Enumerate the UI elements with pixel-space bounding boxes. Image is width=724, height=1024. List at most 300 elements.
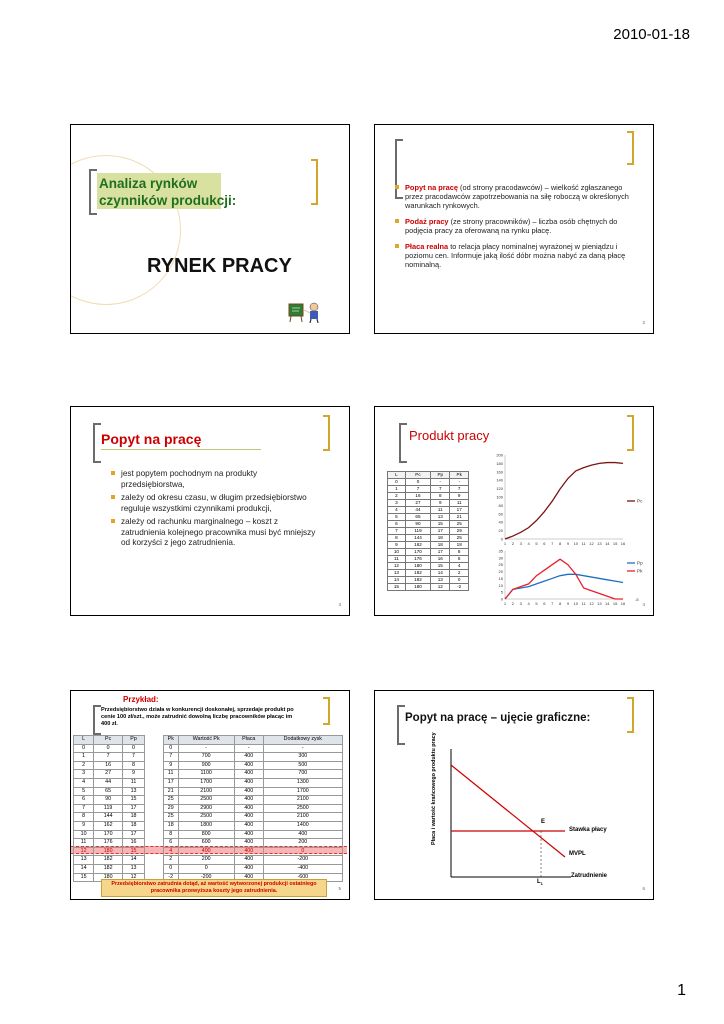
table-row — [388, 500, 469, 507]
table-row — [388, 549, 469, 556]
table-cell: 15 — [431, 521, 450, 528]
x-tick-label: 5 — [535, 601, 538, 606]
x-tick-label: 14 — [605, 541, 610, 546]
table-cell: -400 — [263, 864, 342, 873]
x-tick-label: 8 — [558, 541, 562, 546]
x-tick-label: 9 — [566, 601, 570, 606]
table-row — [164, 753, 343, 762]
table-cell: 0 — [388, 479, 406, 486]
x-tick-label: 13 — [597, 601, 602, 606]
slide-title: Produkt pracy — [409, 428, 490, 443]
table-cell: 180 — [94, 873, 123, 882]
table-cell: 6 — [450, 556, 469, 563]
left-bracket — [89, 169, 97, 215]
table-row — [388, 570, 469, 577]
table-row — [388, 493, 469, 500]
mvpl-label: MVPL — [569, 851, 586, 857]
table-cell: 1400 — [263, 821, 342, 830]
table-cell: 18 — [431, 542, 450, 549]
example-table-left — [73, 735, 145, 882]
table-cell: 2500 — [178, 796, 234, 805]
total-product-chart — [491, 451, 651, 549]
table-cell: 10 — [388, 549, 406, 556]
table-cell: 7 — [405, 486, 430, 493]
table-cell: 119 — [405, 528, 430, 535]
table-row — [74, 744, 145, 753]
table-cell: 182 — [405, 577, 430, 584]
table-cell: -600 — [263, 873, 342, 882]
table-row — [388, 556, 469, 563]
series-line-pc — [505, 463, 623, 539]
table-cell: 180 — [405, 563, 430, 570]
table-cell: -2 — [450, 584, 469, 591]
table-row — [74, 796, 145, 805]
y-tick-label: 0 — [500, 596, 503, 602]
table-cell: 600 — [178, 839, 234, 848]
table-cell: 8 — [431, 493, 450, 500]
y-tick-label: 120 — [496, 486, 503, 492]
table-cell: 7 — [388, 528, 406, 535]
table-cell: 400 — [234, 787, 263, 796]
slide-number: 6 — [642, 886, 645, 891]
table-cell: 17 — [123, 830, 145, 839]
x-tick-label: 7 — [551, 601, 554, 606]
definition-list — [395, 183, 633, 276]
slide-number: 5 — [338, 886, 341, 891]
table-row — [388, 535, 469, 542]
table-cell: 2900 — [178, 804, 234, 813]
table-cell: 13 — [123, 787, 145, 796]
table-cell: 8 — [388, 535, 406, 542]
table-cell: 400 — [234, 770, 263, 779]
table-cell: 17 — [450, 507, 469, 514]
list-item: Płaca realna to relacja płacy nominalnej wyrażonej w pieniądzu i poziomu cen. Informuje jaką ilość dóbr można nabyć za daną płacę nominalną. — [395, 242, 633, 269]
table-cell: 17 — [431, 528, 450, 535]
table-cell: 400 — [234, 830, 263, 839]
list-item: Popyt na pracę (od strony pracodawców) – wielkość zgłaszanego przez pracodawców zapotrzebowania na siłę roboczą w określonych warunkach rynkowych. — [395, 183, 633, 210]
table-cell: 2500 — [178, 813, 234, 822]
table-cell: 0 — [178, 864, 234, 873]
table-row — [74, 821, 145, 830]
x-tick-label: 14 — [605, 601, 610, 606]
x-tick-label: 13 — [597, 541, 602, 546]
slide-subtitle: RYNEK PRACY — [147, 255, 292, 277]
table-cell: - — [431, 479, 450, 486]
table-cell: 13 — [431, 514, 450, 521]
conclusion-note: Przedsiębiorstwo zatrudnia dotąd, aż wartość wytworzonej produkcji ostatniego pracownika przewyższa koszty jego zatrudnienia. — [101, 879, 327, 897]
x-tick-label: 5 — [535, 541, 538, 546]
table-cell: 4 — [450, 563, 469, 570]
table-cell: 1300 — [263, 778, 342, 787]
table-cell: 0 — [123, 744, 145, 753]
right-bracket — [311, 159, 318, 205]
table-cell: 119 — [94, 804, 123, 813]
table-cell: 44 — [405, 507, 430, 514]
column-header: L — [74, 736, 94, 745]
table-cell: 1700 — [178, 778, 234, 787]
table-cell: 65 — [405, 514, 430, 521]
table-row — [164, 804, 343, 813]
table-cell: 17 — [164, 778, 179, 787]
table-cell: 15 — [388, 584, 406, 591]
title-underline — [101, 449, 261, 450]
table-cell: 18 — [123, 821, 145, 830]
table-row — [74, 804, 145, 813]
table-cell: 15 — [123, 796, 145, 805]
table-row — [74, 830, 145, 839]
table-cell: 16 — [405, 493, 430, 500]
table-cell: 29 — [164, 804, 179, 813]
table-row — [164, 821, 343, 830]
table-cell: 1 — [74, 753, 94, 762]
x-tick-label: 2 — [511, 541, 514, 546]
table-cell: 25 — [450, 535, 469, 542]
x-tick-label: 12 — [589, 601, 594, 606]
y-tick-label: 160 — [496, 469, 503, 475]
table-cell: 0 — [164, 864, 179, 873]
x-tick-label: 8 — [558, 601, 562, 606]
table-cell: 7 — [431, 486, 450, 493]
l1-label: $L_1$ — [537, 879, 543, 887]
table-cell: - — [234, 744, 263, 753]
table-cell: 29 — [450, 528, 469, 535]
table-row — [388, 514, 469, 521]
list-item: Podaż pracy (ze strony pracowników) – liczba osób chętnych do podjęcia pracy za oferowaną na rynku płacę. — [395, 217, 633, 235]
table-cell: 200 — [178, 856, 234, 865]
wage-label: Stawka płacy — [569, 827, 607, 833]
table-cell: 14 — [123, 856, 145, 865]
table-cell: 10 — [74, 830, 94, 839]
table-cell: 1700 — [263, 787, 342, 796]
table-cell: 800 — [178, 830, 234, 839]
table-cell: 3 — [388, 500, 406, 507]
table-cell: 400 — [178, 847, 234, 856]
mvpl-curve — [451, 765, 565, 857]
table-cell: 27 — [94, 770, 123, 779]
slide-number: 2 — [642, 320, 645, 325]
table-cell: 400 — [234, 796, 263, 805]
x-tick-label: 3 — [519, 601, 522, 606]
table-row — [164, 839, 343, 848]
table-cell: 400 — [234, 778, 263, 787]
bullet-list — [111, 469, 321, 552]
table-row — [74, 813, 145, 822]
table-row — [164, 813, 343, 822]
table-cell: 400 — [234, 864, 263, 873]
column-header: Pp — [123, 736, 145, 745]
column-header: Pk — [164, 736, 179, 745]
table-cell: 5 — [388, 514, 406, 521]
table-cell: 2100 — [263, 813, 342, 822]
table-cell: 170 — [405, 549, 430, 556]
table-cell: 4 — [74, 778, 94, 787]
table-cell: 18 — [431, 535, 450, 542]
table-cell: 7 — [450, 486, 469, 493]
table-row — [164, 744, 343, 753]
table-row — [388, 479, 469, 486]
table-cell: 25 — [450, 521, 469, 528]
table-cell: 2100 — [263, 796, 342, 805]
table-cell: 13 — [74, 856, 94, 865]
slide-title: Przykład: — [123, 695, 159, 704]
table-cell: 0 — [94, 744, 123, 753]
table-cell: 11 — [388, 556, 406, 563]
table-cell: 400 — [234, 804, 263, 813]
table-cell: 1100 — [178, 770, 234, 779]
table-cell: 144 — [94, 813, 123, 822]
slide-3 — [70, 406, 350, 616]
table-cell: 7 — [74, 804, 94, 813]
table-cell: 6 — [74, 796, 94, 805]
table-cell: 9 — [164, 761, 179, 770]
table-cell: 162 — [94, 821, 123, 830]
x-tick-label: 3 — [519, 541, 522, 546]
column-header: Wartość Pk — [178, 736, 234, 745]
table-cell: 90 — [94, 796, 123, 805]
table-cell: 2500 — [263, 804, 342, 813]
table-cell: 4 — [388, 507, 406, 514]
table-cell: 13 — [431, 577, 450, 584]
y-tick-label: 140 — [496, 477, 503, 483]
table-cell: 400 — [234, 856, 263, 865]
slide-4 — [374, 406, 654, 616]
table-cell: 7 — [94, 753, 123, 762]
x-axis-label: Zatrudnienie — [571, 873, 608, 879]
table-cell: 400 — [263, 830, 342, 839]
table-row — [74, 856, 145, 865]
slide-1 — [70, 124, 350, 334]
table-cell: 0 — [405, 479, 430, 486]
x-tick-label: 11 — [581, 541, 586, 546]
table-cell: 2100 — [178, 787, 234, 796]
y-tick-label: 10 — [498, 582, 503, 588]
x-tick-label: 10 — [573, 541, 579, 546]
table-cell: - — [450, 479, 469, 486]
slide-6 — [374, 690, 654, 900]
table-cell: 162 — [405, 542, 430, 549]
right-bracket — [627, 415, 634, 451]
table-cell: 15 — [123, 847, 145, 856]
column-header: Płaca — [234, 736, 263, 745]
slide-title: Popyt na pracę – ujęcie graficzne: — [405, 712, 591, 724]
table-cell: 44 — [94, 778, 123, 787]
table-row — [74, 761, 145, 770]
teacher-clipart-icon — [287, 301, 325, 323]
table-row — [388, 577, 469, 584]
table-cell: - — [263, 744, 342, 753]
table-row — [388, 507, 469, 514]
table-cell: 27 — [405, 500, 430, 507]
table-cell: 900 — [178, 761, 234, 770]
table-cell: 11 — [164, 770, 179, 779]
table-row — [388, 528, 469, 535]
table-cell: 180 — [405, 584, 430, 591]
y-tick-label: 15 — [498, 575, 503, 581]
table-cell: 6 — [164, 839, 179, 848]
legend-label: Pk — [637, 568, 643, 574]
y-tick-label: 200 — [496, 452, 503, 458]
page-number: 1 — [677, 982, 686, 999]
table-cell: 144 — [405, 535, 430, 542]
table-cell: 9 — [431, 500, 450, 507]
y-tick-label: 5 — [500, 589, 503, 595]
table-cell: 16 — [431, 556, 450, 563]
table-row — [164, 830, 343, 839]
table-cell: 182 — [94, 864, 123, 873]
slide-number: 4 — [642, 602, 645, 607]
left-bracket — [93, 423, 101, 463]
table-row — [388, 542, 469, 549]
table-cell: 182 — [405, 570, 430, 577]
list-item: zależy od rachunku marginalnego – koszt z zatrudnienia kolejnego pracownika musi być mniejszy od korzyści z jego zatrudnienia. — [111, 517, 321, 549]
table-cell: 8 — [164, 830, 179, 839]
table-cell: 8 — [450, 549, 469, 556]
table-cell: 0 — [164, 744, 179, 753]
table-cell: 1 — [388, 486, 406, 493]
legend-label: Pp — [637, 560, 643, 566]
table-cell: 3 — [74, 770, 94, 779]
table-cell: 17 — [431, 549, 450, 556]
x-tick-label: 6 — [543, 601, 546, 606]
column-header: Dodatkowy zysk — [263, 736, 342, 745]
table-cell: 9 — [123, 770, 145, 779]
y-tick-label: 20 — [498, 528, 503, 534]
table-cell: 400 — [234, 873, 263, 882]
left-bracket — [399, 423, 407, 463]
table-cell: 8 — [74, 813, 94, 822]
table-cell: 11 — [431, 507, 450, 514]
table-cell: 9 — [388, 542, 406, 549]
table-cell: 21 — [450, 514, 469, 521]
table-cell: 182 — [94, 856, 123, 865]
table-row — [74, 847, 145, 856]
table-cell: - — [178, 744, 234, 753]
x-tick-label: 4 — [527, 601, 530, 606]
table-cell: 18 — [123, 813, 145, 822]
table-cell: 11 — [450, 500, 469, 507]
table-cell: 17 — [123, 804, 145, 813]
table-cell: 176 — [405, 556, 430, 563]
x-tick-label: 15 — [612, 601, 618, 606]
x-tick-label: 16 — [620, 601, 626, 606]
right-bracket — [323, 697, 330, 725]
column-header: L — [388, 472, 406, 479]
table-row — [164, 770, 343, 779]
table-cell: 25 — [164, 796, 179, 805]
table-cell: 2 — [388, 493, 406, 500]
table-cell: 9 — [450, 493, 469, 500]
table-cell: 13 — [123, 864, 145, 873]
table-row — [164, 787, 343, 796]
table-cell: 14 — [74, 864, 94, 873]
y-tick-label: 180 — [496, 460, 503, 466]
table-cell: 5 — [74, 787, 94, 796]
table-row — [164, 847, 343, 856]
y-tick-label: 40 — [498, 519, 503, 525]
table-cell: 15 — [74, 873, 94, 882]
table-row — [74, 770, 145, 779]
column-header: Pk — [450, 472, 469, 479]
table-cell: -200 — [263, 856, 342, 865]
x-tick-label: 11 — [581, 601, 586, 606]
y-tick-label: 20 — [498, 569, 503, 575]
column-header: Pc — [94, 736, 123, 745]
x-tick-label: 16 — [620, 541, 626, 546]
slide-number: 3 — [338, 602, 341, 607]
table-cell: 7 — [164, 753, 179, 762]
table-row — [74, 839, 145, 848]
slide-2 — [374, 124, 654, 334]
table-cell: 16 — [94, 761, 123, 770]
table-cell: 16 — [123, 839, 145, 848]
table-cell: 25 — [164, 813, 179, 822]
table-cell: 9 — [74, 821, 94, 830]
table-cell: 14 — [431, 570, 450, 577]
table-row — [388, 521, 469, 528]
column-header: Pc — [405, 472, 430, 479]
y-tick-label: 80 — [498, 502, 503, 508]
x-tick-label: 9 — [566, 541, 570, 546]
table-cell: 21 — [164, 787, 179, 796]
table-cell: -2 — [164, 873, 179, 882]
table-cell: 12 — [123, 873, 145, 882]
y-tick-label: 25 — [498, 562, 503, 568]
table-cell: 0 — [263, 847, 342, 856]
table-cell: 11 — [123, 778, 145, 787]
x-tick-label: 6 — [543, 541, 546, 546]
right-bracket — [323, 415, 330, 451]
table-cell: 12 — [74, 847, 94, 856]
x-tick-label: 15 — [612, 541, 618, 546]
average-marginal-product-chart — [491, 547, 651, 609]
x-tick-label: 7 — [551, 541, 554, 546]
table-cell: 18 — [450, 542, 469, 549]
table-cell: 170 — [94, 830, 123, 839]
table-row — [74, 787, 145, 796]
table-cell: 0 — [74, 744, 94, 753]
document-date: 2010-01-18 — [613, 26, 690, 43]
example-table-right — [163, 735, 343, 882]
table-cell: 13 — [388, 570, 406, 577]
table-cell: 90 — [405, 521, 430, 528]
table-row — [164, 864, 343, 873]
example-description: Przedsiębiorstwo działa w konkurencji doskonałej, sprzedaje produkt po cenie 100 zł/szt., może zatrudnić dowolną liczbę pracowników płacąc im 400 zł. — [101, 707, 294, 727]
right-bracket — [627, 131, 634, 165]
table-cell: 12 — [431, 584, 450, 591]
table-cell: 15 — [431, 563, 450, 570]
y-tick-label: 100 — [496, 494, 503, 500]
table-row — [164, 761, 343, 770]
labour-product-table — [387, 471, 469, 591]
table-cell: 200 — [263, 839, 342, 848]
table-cell: 400 — [234, 839, 263, 848]
table-cell: 700 — [263, 770, 342, 779]
table-row — [74, 778, 145, 787]
table-cell: 700 — [178, 753, 234, 762]
slide-title: Popyt na pracę — [101, 431, 202, 447]
table-row — [388, 584, 469, 591]
list-item: jest popytem pochodnym na produkty przedsiębiorstwa, — [111, 469, 321, 490]
table-row — [388, 486, 469, 493]
table-row — [164, 778, 343, 787]
slide-5 — [70, 690, 350, 900]
x-tick-label: 2 — [511, 601, 514, 606]
table-cell: 2 — [164, 856, 179, 865]
x-tick-label: 1 — [503, 541, 507, 546]
x-tick-label: 12 — [589, 541, 594, 546]
table-row — [74, 864, 145, 873]
table-cell: 2 — [450, 570, 469, 577]
